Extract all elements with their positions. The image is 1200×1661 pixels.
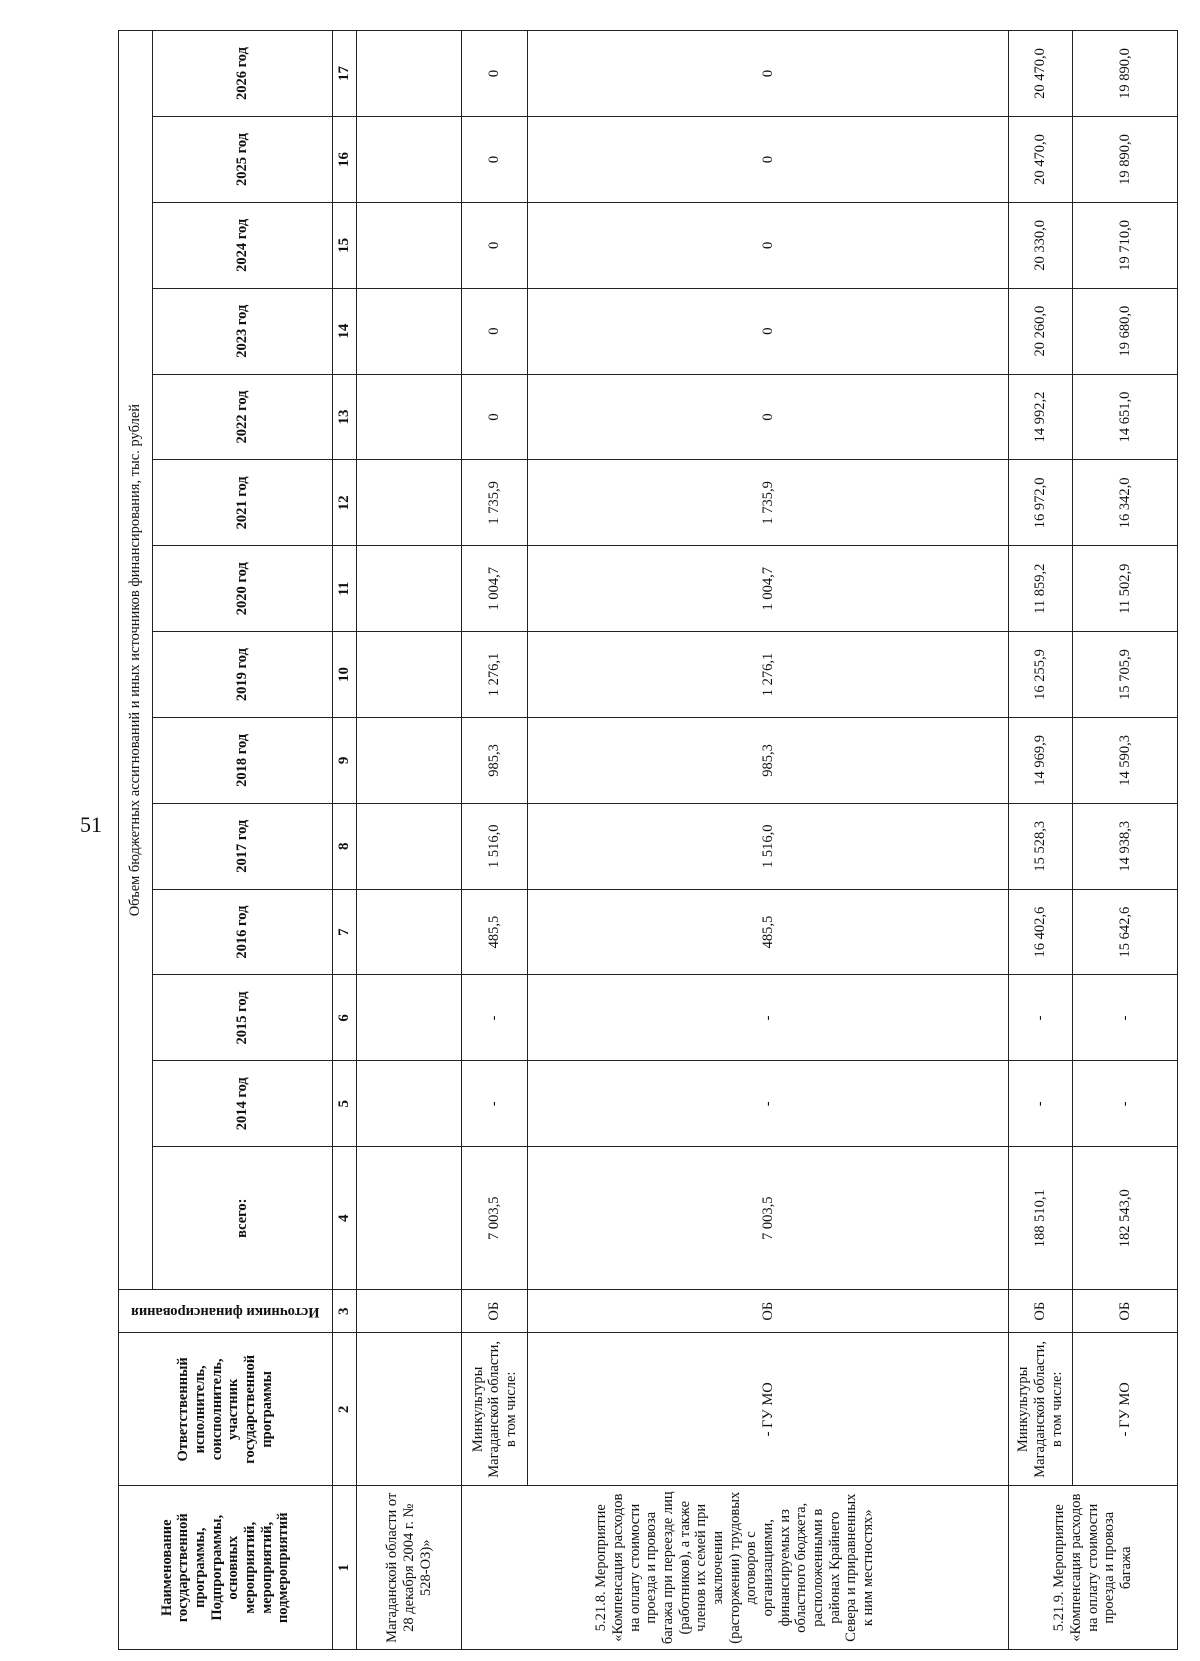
index-cell: 14: [332, 288, 357, 374]
header-year-2016: 2016 год: [152, 889, 332, 975]
value-cell: 20 260,0: [1008, 288, 1072, 374]
page-number: 51: [80, 812, 102, 837]
value-cell: 1 276,1: [462, 632, 528, 718]
table-row: [528, 31, 1009, 1650]
index-cell: 1: [332, 1486, 357, 1650]
value-cell: 1 516,0: [528, 803, 1009, 889]
value-cell: 0: [462, 374, 528, 460]
index-row: [332, 31, 357, 1650]
value-cell: -: [528, 1061, 1009, 1147]
value-cell: -: [462, 975, 528, 1061]
program-name-cell: Магаданской области от 28 декабря 2004 г. № 528-ОЗ)»: [357, 1486, 462, 1650]
index-cell: 11: [332, 546, 357, 632]
value-cell: 11 859,2: [1008, 546, 1072, 632]
value-cell: -: [528, 975, 1009, 1061]
value-cell: 15 705,9: [1073, 632, 1178, 718]
value-cell: [357, 202, 462, 288]
value-cell: [357, 31, 462, 117]
index-cell: 7: [332, 889, 357, 975]
header-year-2024: 2024 год: [152, 202, 332, 288]
program-name-cell: 5.21.9. Мероприятие «Компенсация расходов на оплату стоимости проезда и провоза багажа: [1008, 1486, 1177, 1650]
executor-cell: - ГУ МО: [1073, 1333, 1178, 1486]
value-cell: [357, 632, 462, 718]
index-cell: 4: [332, 1147, 357, 1290]
index-cell: 15: [332, 202, 357, 288]
executor-cell: - ГУ МО: [528, 1333, 1009, 1486]
value-cell: 0: [528, 374, 1009, 460]
index-cell: 10: [332, 632, 357, 718]
header-year-2019: 2019 год: [152, 632, 332, 718]
value-cell: 0: [528, 288, 1009, 374]
value-cell: [357, 889, 462, 975]
header-total: всего:: [152, 1147, 332, 1290]
executor-cell: Минкультуры Магаданской области, в том числе:: [1008, 1333, 1072, 1486]
value-cell: 20 470,0: [1008, 117, 1072, 203]
source-cell: ОБ: [1073, 1290, 1178, 1333]
value-cell: 1 004,7: [528, 546, 1009, 632]
header-year-2026: 2026 год: [152, 31, 332, 117]
value-cell: [357, 975, 462, 1061]
value-cell: 985,3: [462, 717, 528, 803]
value-cell: 1 004,7: [462, 546, 528, 632]
index-cell: 12: [332, 460, 357, 546]
value-cell: 15 642,6: [1073, 889, 1178, 975]
header-year-2025: 2025 год: [152, 117, 332, 203]
value-cell: 14 969,9: [1008, 717, 1072, 803]
value-cell: 20 330,0: [1008, 202, 1072, 288]
value-cell: 11 502,9: [1073, 546, 1178, 632]
value-cell: 985,3: [528, 717, 1009, 803]
value-cell: 0: [462, 202, 528, 288]
index-cell: 9: [332, 717, 357, 803]
value-cell: 188 510,1: [1008, 1147, 1072, 1290]
value-cell: 0: [528, 117, 1009, 203]
header-funding-group: Объем бюджетных ассигнований и иных источников финансирования, тыс. рублей: [119, 31, 153, 1290]
value-cell: 14 992,2: [1008, 374, 1072, 460]
header-year-2020: 2020 год: [152, 546, 332, 632]
value-cell: [357, 546, 462, 632]
value-cell: [357, 717, 462, 803]
index-cell: 2: [332, 1333, 357, 1486]
value-cell: [357, 374, 462, 460]
value-cell: 0: [528, 202, 1009, 288]
value-cell: 7 003,5: [462, 1147, 528, 1290]
value-cell: 1 516,0: [462, 803, 528, 889]
value-cell: [357, 460, 462, 546]
executor-cell: [357, 1333, 462, 1486]
value-cell: 14 590,3: [1073, 717, 1178, 803]
value-cell: 20 470,0: [1008, 31, 1072, 117]
value-cell: 1 735,9: [462, 460, 528, 546]
header-executor: Ответственный исполнитель, соисполнитель, участник государственной программы: [119, 1333, 333, 1486]
budget-table: [118, 30, 1178, 1650]
index-cell: 5: [332, 1061, 357, 1147]
program-name-cell: 5.21.8. Мероприятие «Компенсация расходов на оплату стоимости проезда и провоза багажа при переезде лиц (работников), а также членов их семей при заключении (расторжении) трудовых договоров с организациями, финансируемых из областного бюджета, расположенными в районах Крайнего Севера и приравненных к ним местностях»: [462, 1486, 1009, 1650]
source-cell: ОБ: [528, 1290, 1009, 1333]
value-cell: -: [1008, 975, 1072, 1061]
value-cell: 19 890,0: [1073, 117, 1178, 203]
index-cell: 6: [332, 975, 357, 1061]
value-cell: [357, 117, 462, 203]
header-source-label: Источники финансирования: [131, 1303, 320, 1320]
value-cell: 15 528,3: [1008, 803, 1072, 889]
source-cell: [357, 1290, 462, 1333]
value-cell: [357, 288, 462, 374]
value-cell: 19 680,0: [1073, 288, 1178, 374]
value-cell: 0: [528, 31, 1009, 117]
value-cell: 14 938,3: [1073, 803, 1178, 889]
header-year-2021: 2021 год: [152, 460, 332, 546]
value-cell: 485,5: [462, 889, 528, 975]
value-cell: -: [1008, 1061, 1072, 1147]
value-cell: 19 710,0: [1073, 202, 1178, 288]
table-row: [1073, 31, 1178, 1650]
executor-cell: Минкультуры Магаданской области, в том числе:: [462, 1333, 528, 1486]
value-cell: 16 972,0: [1008, 460, 1072, 546]
value-cell: 16 342,0: [1073, 460, 1178, 546]
value-cell: 1 735,9: [528, 460, 1009, 546]
header-program-name: Наименование государственной программы, Подпрограммы, основных мероприятий, мероприятий, подмероприятий: [119, 1486, 333, 1650]
index-cell: 13: [332, 374, 357, 460]
value-cell: 19 890,0: [1073, 31, 1178, 117]
value-cell: -: [462, 1061, 528, 1147]
value-cell: 0: [462, 288, 528, 374]
header-year-2015: 2015 год: [152, 975, 332, 1061]
index-cell: 17: [332, 31, 357, 117]
index-cell: 16: [332, 117, 357, 203]
table-row: [462, 31, 528, 1650]
value-cell: [357, 1061, 462, 1147]
header-source: [119, 1290, 333, 1333]
header-year-2022: 2022 год: [152, 374, 332, 460]
table-row: [1008, 31, 1072, 1650]
index-cell: 3: [332, 1290, 357, 1333]
header-year-2018: 2018 год: [152, 717, 332, 803]
value-cell: 1 276,1: [528, 632, 1009, 718]
rotated-budget-table: [118, 30, 1178, 1650]
value-cell: 182 543,0: [1073, 1147, 1178, 1290]
value-cell: 485,5: [528, 889, 1009, 975]
header-year-2014: 2014 год: [152, 1061, 332, 1147]
source-cell: ОБ: [1008, 1290, 1072, 1333]
value-cell: [357, 1147, 462, 1290]
index-cell: 8: [332, 803, 357, 889]
value-cell: [357, 803, 462, 889]
header-year-2017: 2017 год: [152, 803, 332, 889]
value-cell: 16 255,9: [1008, 632, 1072, 718]
value-cell: 0: [462, 31, 528, 117]
table-row: [357, 31, 462, 1650]
header-year-2023: 2023 год: [152, 288, 332, 374]
value-cell: 0: [462, 117, 528, 203]
source-cell: ОБ: [462, 1290, 528, 1333]
value-cell: 16 402,6: [1008, 889, 1072, 975]
value-cell: -: [1073, 975, 1178, 1061]
value-cell: 7 003,5: [528, 1147, 1009, 1290]
value-cell: -: [1073, 1061, 1178, 1147]
value-cell: 14 651,0: [1073, 374, 1178, 460]
